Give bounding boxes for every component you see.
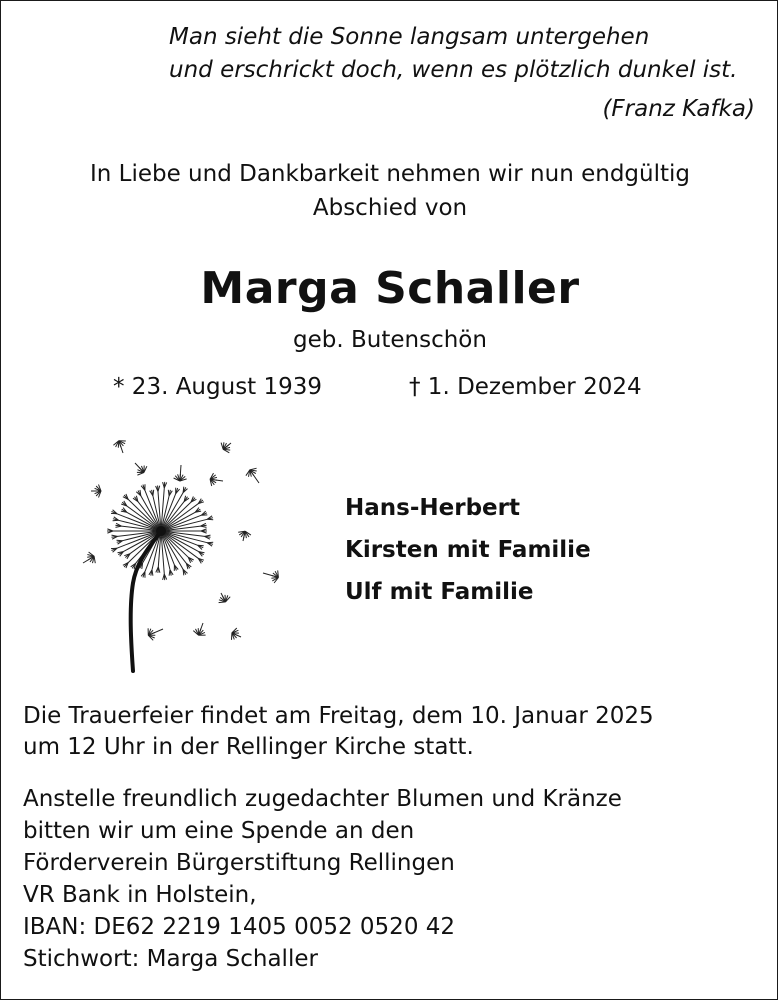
donation-line: Förderverein Bürgerstiftung Rellingen bbox=[23, 850, 455, 876]
service-line-1: Die Trauerfeier findet am Freitag, dem 10. Januar 2025 bbox=[23, 703, 654, 729]
family-member: Hans-Herbert bbox=[345, 495, 520, 521]
dandelion-icon bbox=[63, 433, 279, 677]
donation-info bbox=[23, 783, 622, 975]
quote-line-2: und erschrickt doch, wenn es plötzlich dunkel ist. bbox=[169, 57, 738, 83]
intro-text bbox=[1, 157, 778, 225]
donation-line: Anstelle freundlich zugedachter Blumen und Kränze bbox=[23, 786, 622, 812]
keyword-line: Stichwort: Marga Schaller bbox=[23, 946, 318, 972]
death-date: † 1. Dezember 2024 bbox=[409, 374, 642, 400]
family-member: Ulf mit Familie bbox=[345, 579, 534, 605]
donation-line: bitten wir um eine Spende an den bbox=[23, 818, 415, 844]
iban-line: IBAN: DE62 2219 1405 0052 0520 42 bbox=[23, 914, 456, 940]
family-member: Kirsten mit Familie bbox=[345, 537, 591, 563]
quote-line-1: Man sieht die Sonne langsam untergehen bbox=[169, 24, 650, 50]
quote-author: (Franz Kafka) bbox=[602, 96, 755, 122]
maiden-name: geb. Butenschön bbox=[293, 327, 487, 353]
birth-date: * 23. August 1939 bbox=[113, 374, 323, 400]
family-list bbox=[345, 487, 591, 613]
intro-line-1: In Liebe und Dankbarkeit nehmen wir nun endgültig bbox=[89, 161, 691, 187]
intro-line-2: Abschied von bbox=[312, 195, 468, 221]
donation-line: VR Bank in Holstein, bbox=[23, 882, 257, 908]
deceased-name: Marga Schaller bbox=[200, 263, 580, 314]
service-line-2: um 12 Uhr in der Rellinger Kirche statt. bbox=[23, 734, 474, 760]
funeral-service-info bbox=[23, 701, 654, 763]
